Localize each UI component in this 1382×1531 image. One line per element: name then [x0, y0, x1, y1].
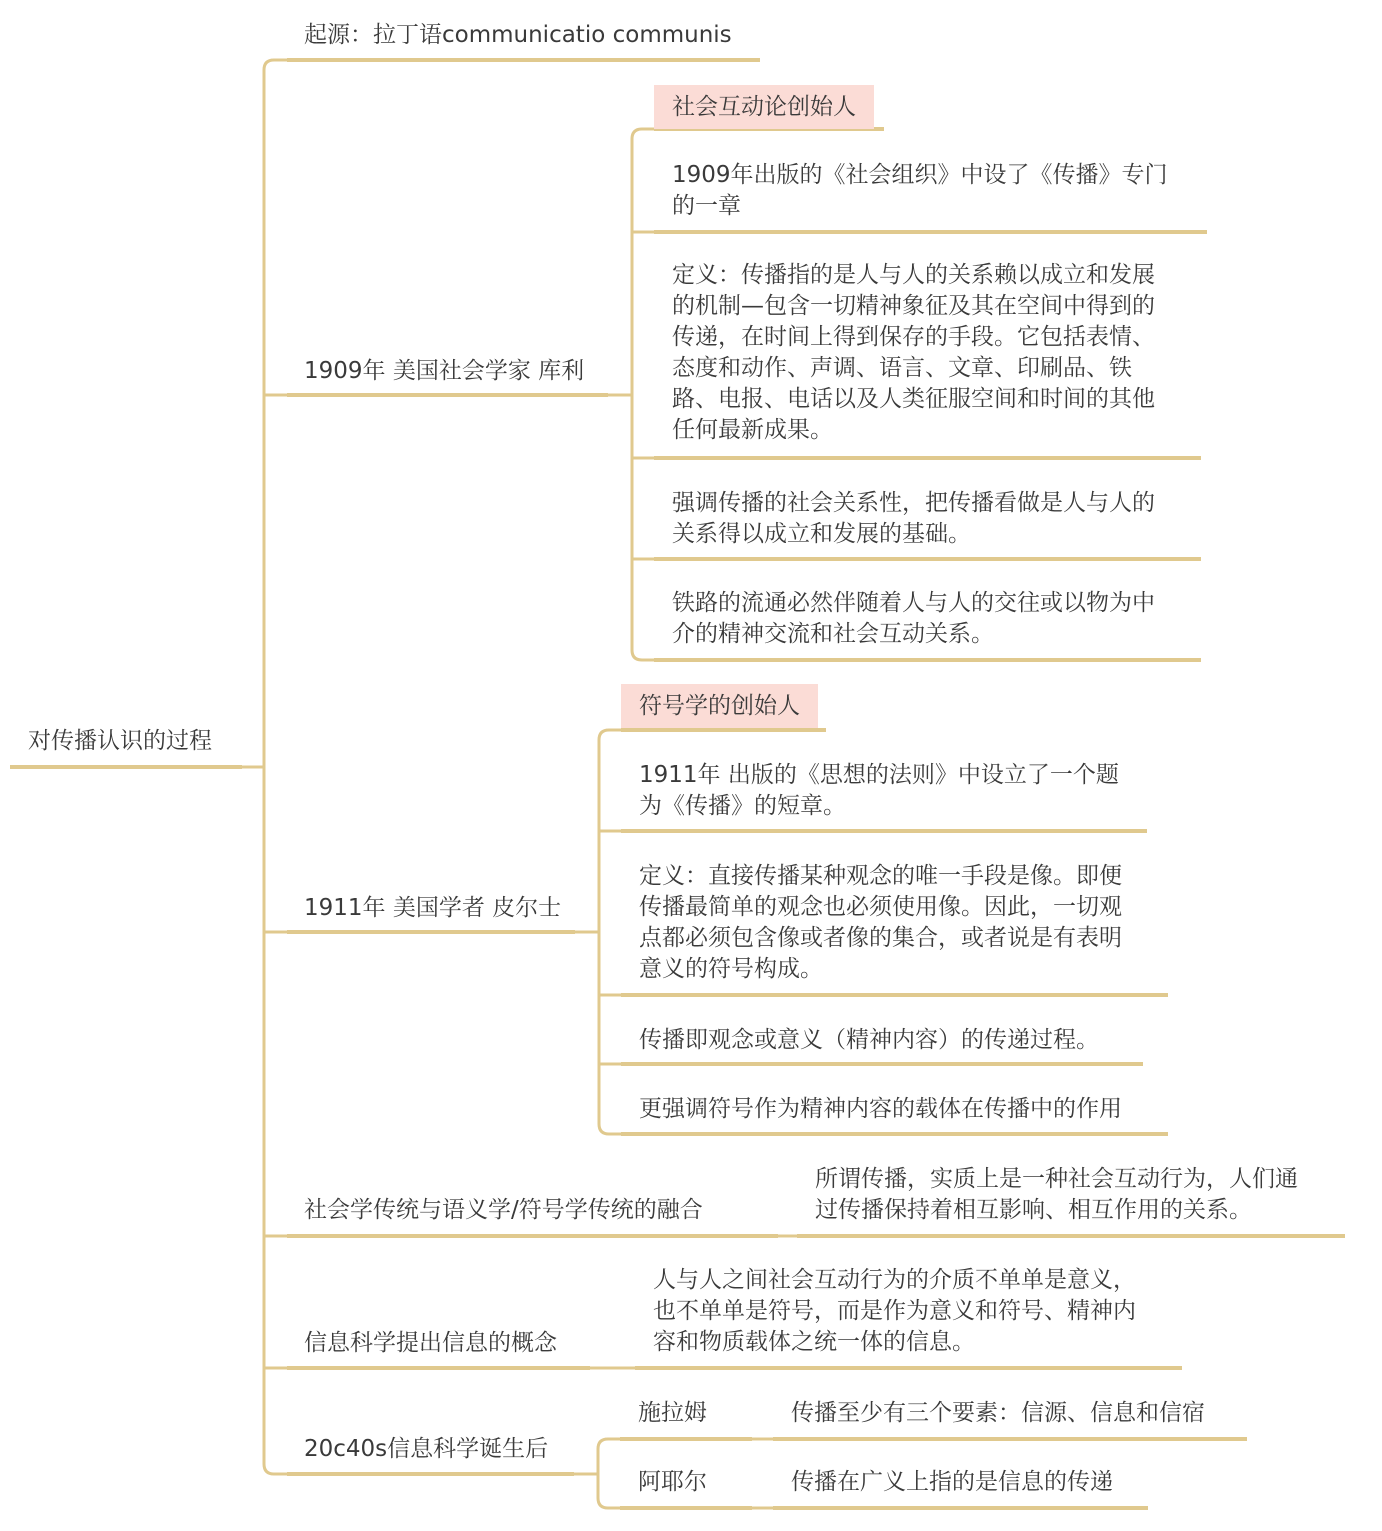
peirce-connector — [599, 1124, 621, 1134]
peirce-item[interactable]: 更强调符号作为精神内容的载体在传播中的作用 — [639, 1096, 1122, 1122]
root-node[interactable]: 对传播认识的过程 — [28, 728, 212, 754]
peirce-tag[interactable]: 符号学的创始人 — [621, 684, 818, 728]
people-connector — [598, 1498, 620, 1508]
person-ayer-view[interactable]: 传播在广义上指的是信息的传递 — [791, 1469, 1113, 1495]
people-connector — [598, 1439, 620, 1449]
info-science-node[interactable]: 信息科学提出信息的概念 — [304, 1330, 557, 1356]
peirce-node[interactable]: 1911年 美国学者 皮尔士 — [304, 895, 562, 921]
origin-node[interactable]: 起源：拉丁语communicatio communis — [304, 22, 732, 48]
person-schramm[interactable]: 施拉姆 — [638, 1400, 707, 1426]
cooley-item[interactable]: 强调传播的社会关系性，把传播看做是人与人的 关系得以成立和发展的基础。 — [672, 490, 1155, 547]
person-ayer[interactable]: 阿耶尔 — [638, 1469, 707, 1495]
fusion-detail[interactable]: 所谓传播，实质上是一种社会互动行为，人们通 过传播保持着相互影响、相互作用的关系。 — [815, 1166, 1298, 1223]
cooley-connector — [632, 650, 654, 660]
fusion-node[interactable]: 社会学传统与语义学/符号学传统的融合 — [304, 1197, 703, 1223]
cooley-tag[interactable]: 社会互动论创始人 — [654, 85, 874, 129]
cooley-node[interactable]: 1909年 美国社会学家 库利 — [304, 358, 585, 384]
root-connector — [264, 60, 287, 70]
peirce-connector — [599, 730, 621, 740]
person-schramm-view[interactable]: 传播至少有三个要素：信源、信息和信宿 — [791, 1400, 1205, 1426]
peirce-item[interactable]: 1911年 出版的《思想的法则》中设立了一个题 为《传播》的短章。 — [639, 762, 1119, 819]
root-connector — [264, 1464, 287, 1474]
peirce-item[interactable]: 定义：直接传播某种观念的唯一手段是像。即便 传播最简单的观念也必须使用像。因此，一切观 点都必须包含像或者像的集合，或者说是有表明 意义的符号构成。 — [639, 863, 1122, 982]
peirce-item[interactable]: 传播即观念或意义（精神内容）的传递过程。 — [639, 1027, 1099, 1053]
cooley-item[interactable]: 1909年出版的《社会组织》中设了《传播》专门 的一章 — [672, 162, 1168, 219]
info-science-detail[interactable]: 人与人之间社会互动行为的介质不单单是意义， 也不单单是符号，而是作为意义和符号、精神内 容和物质载体之统一体的信息。 — [653, 1267, 1136, 1355]
after-1940s-node[interactable]: 20c40s信息科学诞生后 — [304, 1436, 549, 1462]
cooley-item[interactable]: 定义：传播指的是人与人的关系赖以成立和发展 的机制—包含一切精神象征及其在空间中得到的 传递，在时间上得到保存的手段。它包括表情、 态度和动作、声调、语言、文章、印刷品、铁 路、电报、电话以及人类征服空间和时间的其他 任何最新成果。 — [672, 262, 1155, 443]
cooley-item[interactable]: 铁路的流通必然伴随着人与人的交往或以物为中 介的精神交流和社会互动关系。 — [672, 590, 1155, 647]
cooley-connector — [632, 129, 654, 139]
